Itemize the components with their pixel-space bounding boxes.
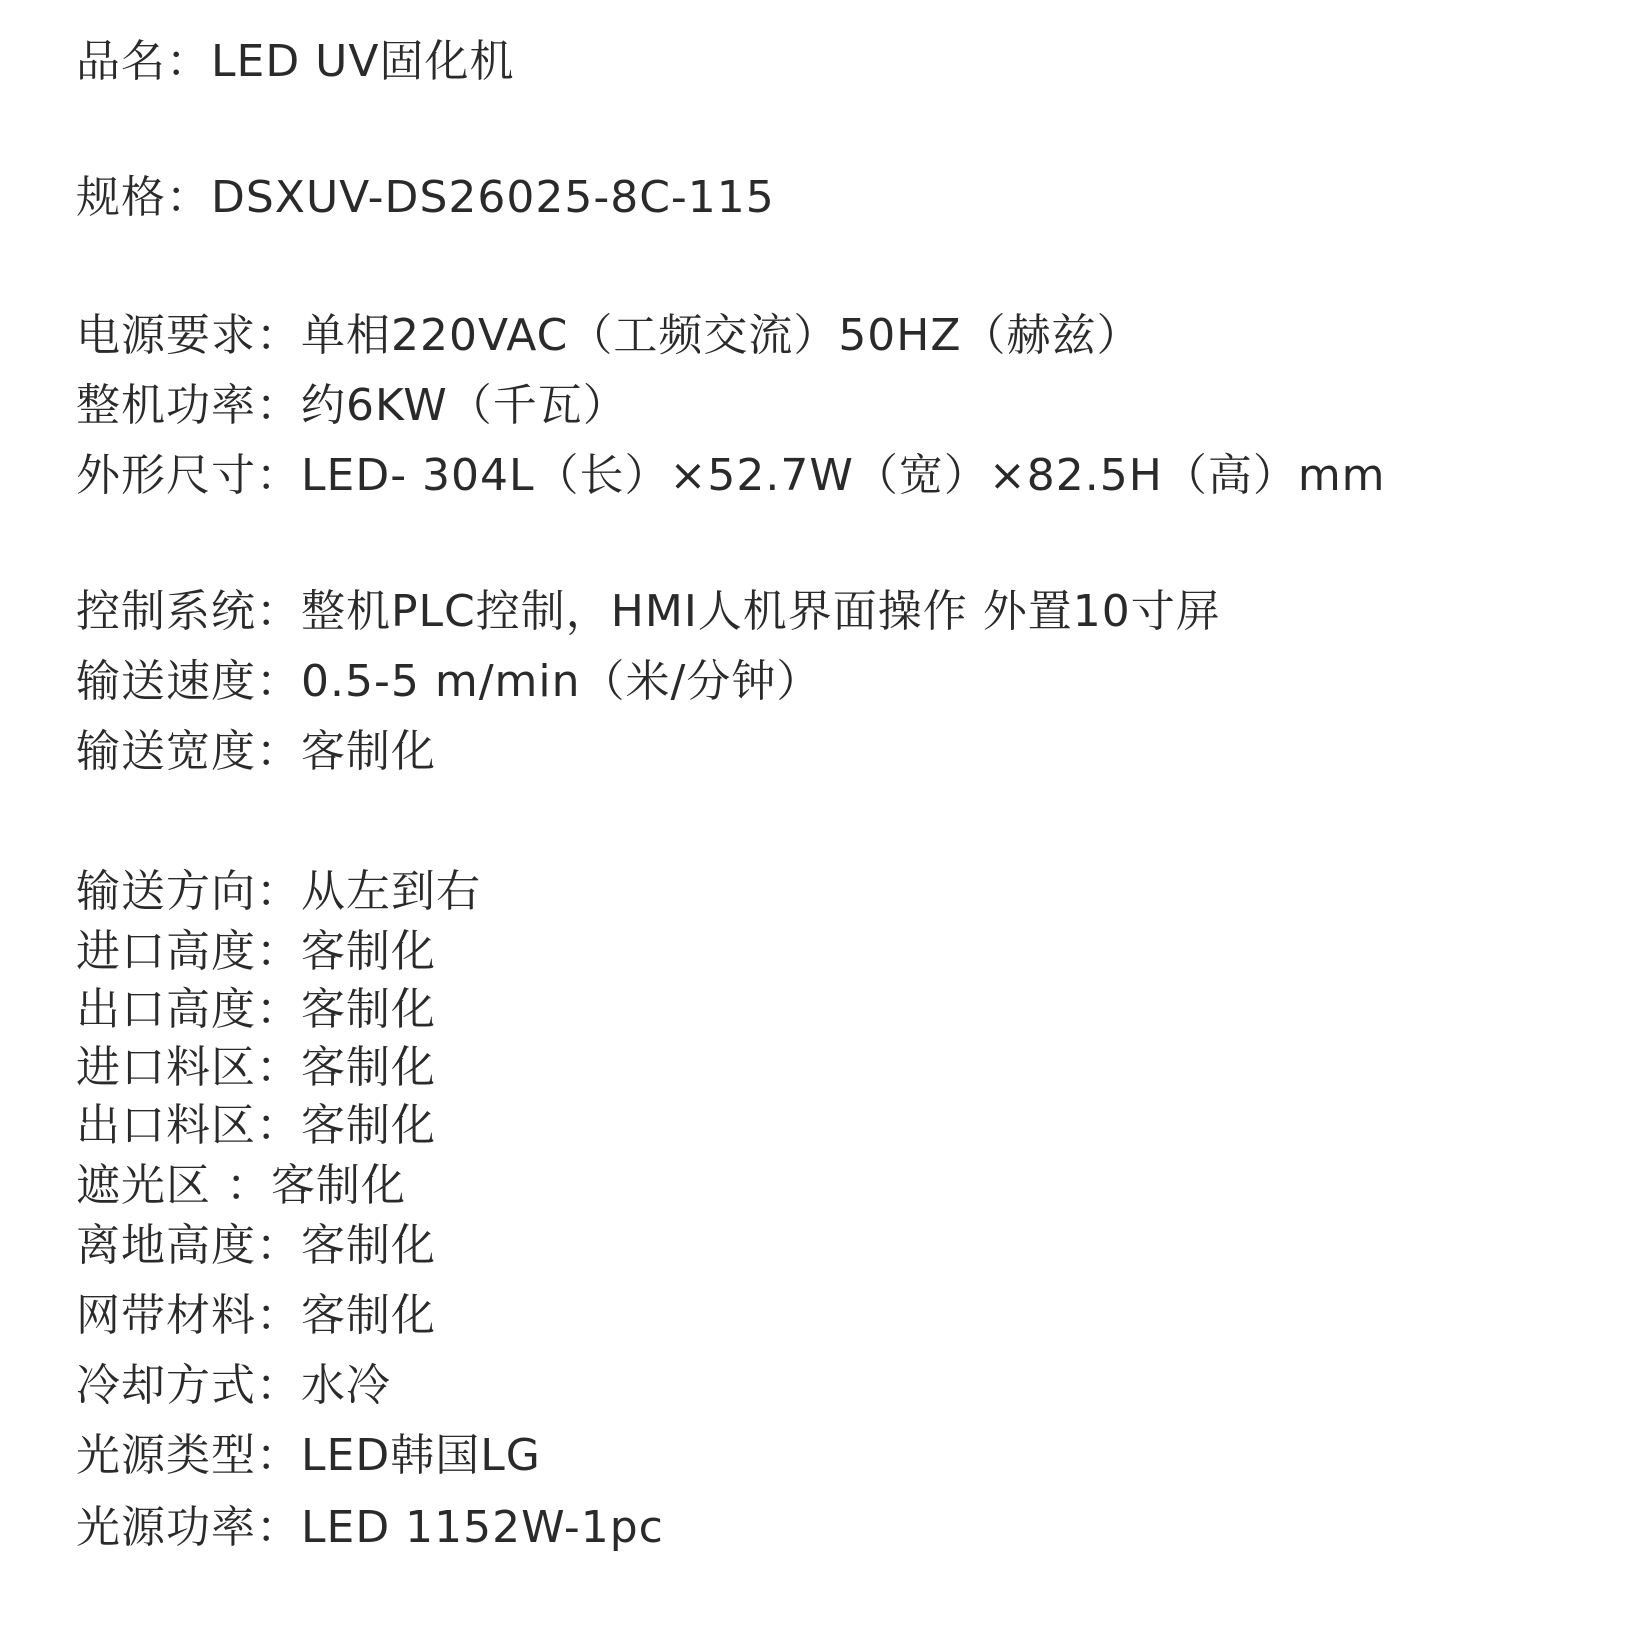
spec-label: 规格： bbox=[76, 172, 211, 223]
spec-value: 客制化 bbox=[301, 1042, 436, 1093]
spec-label: 电源要求： bbox=[76, 310, 301, 361]
spec-line-total-power bbox=[76, 378, 628, 434]
spec-value: 约6KW（千瓦） bbox=[301, 380, 628, 431]
spec-label: 输送速度： bbox=[76, 656, 301, 707]
spec-label: 进口高度： bbox=[76, 926, 301, 977]
spec-line-control-system bbox=[76, 584, 1221, 640]
spec-line-light-source-type bbox=[76, 1428, 541, 1484]
spec-line-light-source-power bbox=[76, 1500, 664, 1556]
spec-value: LED UV固化机 bbox=[211, 36, 515, 87]
spec-value: LED韩国LG bbox=[301, 1430, 541, 1481]
spec-label: 外形尺寸： bbox=[76, 450, 301, 501]
spec-label: 离地高度： bbox=[76, 1220, 301, 1271]
spec-line-belt-material bbox=[76, 1288, 436, 1344]
spec-line-dimensions bbox=[76, 448, 1386, 504]
spec-value: LED- 304L（长）×52.7W（宽）×82.5H（高）mm bbox=[301, 450, 1386, 501]
spec-line-conveyor-width bbox=[76, 724, 436, 780]
spec-line-shading-zone bbox=[76, 1158, 406, 1214]
spec-line-inlet-height bbox=[76, 924, 436, 980]
spec-label: 整机功率： bbox=[76, 380, 301, 431]
spec-line-cooling-method bbox=[76, 1358, 391, 1414]
spec-label: 输送宽度： bbox=[76, 726, 301, 777]
spec-line-outlet-zone bbox=[76, 1098, 436, 1154]
spec-value: 单相220VAC（工频交流）50HZ（赫兹） bbox=[301, 310, 1142, 361]
spec-line-outlet-height bbox=[76, 982, 436, 1038]
spec-value: 客制化 bbox=[301, 1290, 436, 1341]
spec-value: 客制化 bbox=[301, 1220, 436, 1271]
spec-value: 客制化 bbox=[271, 1160, 406, 1211]
spec-value: 0.5-5 m/min（米/分钟） bbox=[301, 656, 822, 707]
spec-label: 光源功率： bbox=[76, 1502, 301, 1553]
spec-value: 从左到右 bbox=[301, 866, 481, 917]
spec-value: LED 1152W-1pc bbox=[301, 1502, 664, 1553]
spec-label: 控制系统： bbox=[76, 586, 301, 637]
spec-label: 遮光区 ： bbox=[76, 1160, 271, 1211]
spec-label: 网带材料： bbox=[76, 1290, 301, 1341]
spec-value: 水冷 bbox=[301, 1360, 391, 1411]
spec-label: 输送方向： bbox=[76, 866, 301, 917]
spec-value: 客制化 bbox=[301, 726, 436, 777]
spec-label: 出口料区： bbox=[76, 1100, 301, 1151]
spec-line-inlet-zone bbox=[76, 1040, 436, 1096]
spec-value: 客制化 bbox=[301, 984, 436, 1035]
spec-line-ground-clearance bbox=[76, 1218, 436, 1274]
spec-line-product-name bbox=[76, 34, 515, 90]
spec-value: 整机PLC控制，HMI人机界面操作 外置10寸屏 bbox=[301, 586, 1221, 637]
spec-line-conveyor-speed bbox=[76, 654, 821, 710]
spec-line-model bbox=[76, 170, 775, 226]
spec-label: 品名： bbox=[76, 36, 211, 87]
spec-value: DSXUV-DS26025-8C-115 bbox=[211, 172, 775, 223]
spec-label: 进口料区： bbox=[76, 1042, 301, 1093]
spec-label: 出口高度： bbox=[76, 984, 301, 1035]
spec-label: 冷却方式： bbox=[76, 1360, 301, 1411]
spec-label: 光源类型： bbox=[76, 1430, 301, 1481]
spec-value: 客制化 bbox=[301, 926, 436, 977]
spec-line-power-supply bbox=[76, 308, 1142, 364]
spec-line-conveyor-direction bbox=[76, 864, 481, 920]
spec-value: 客制化 bbox=[301, 1100, 436, 1151]
